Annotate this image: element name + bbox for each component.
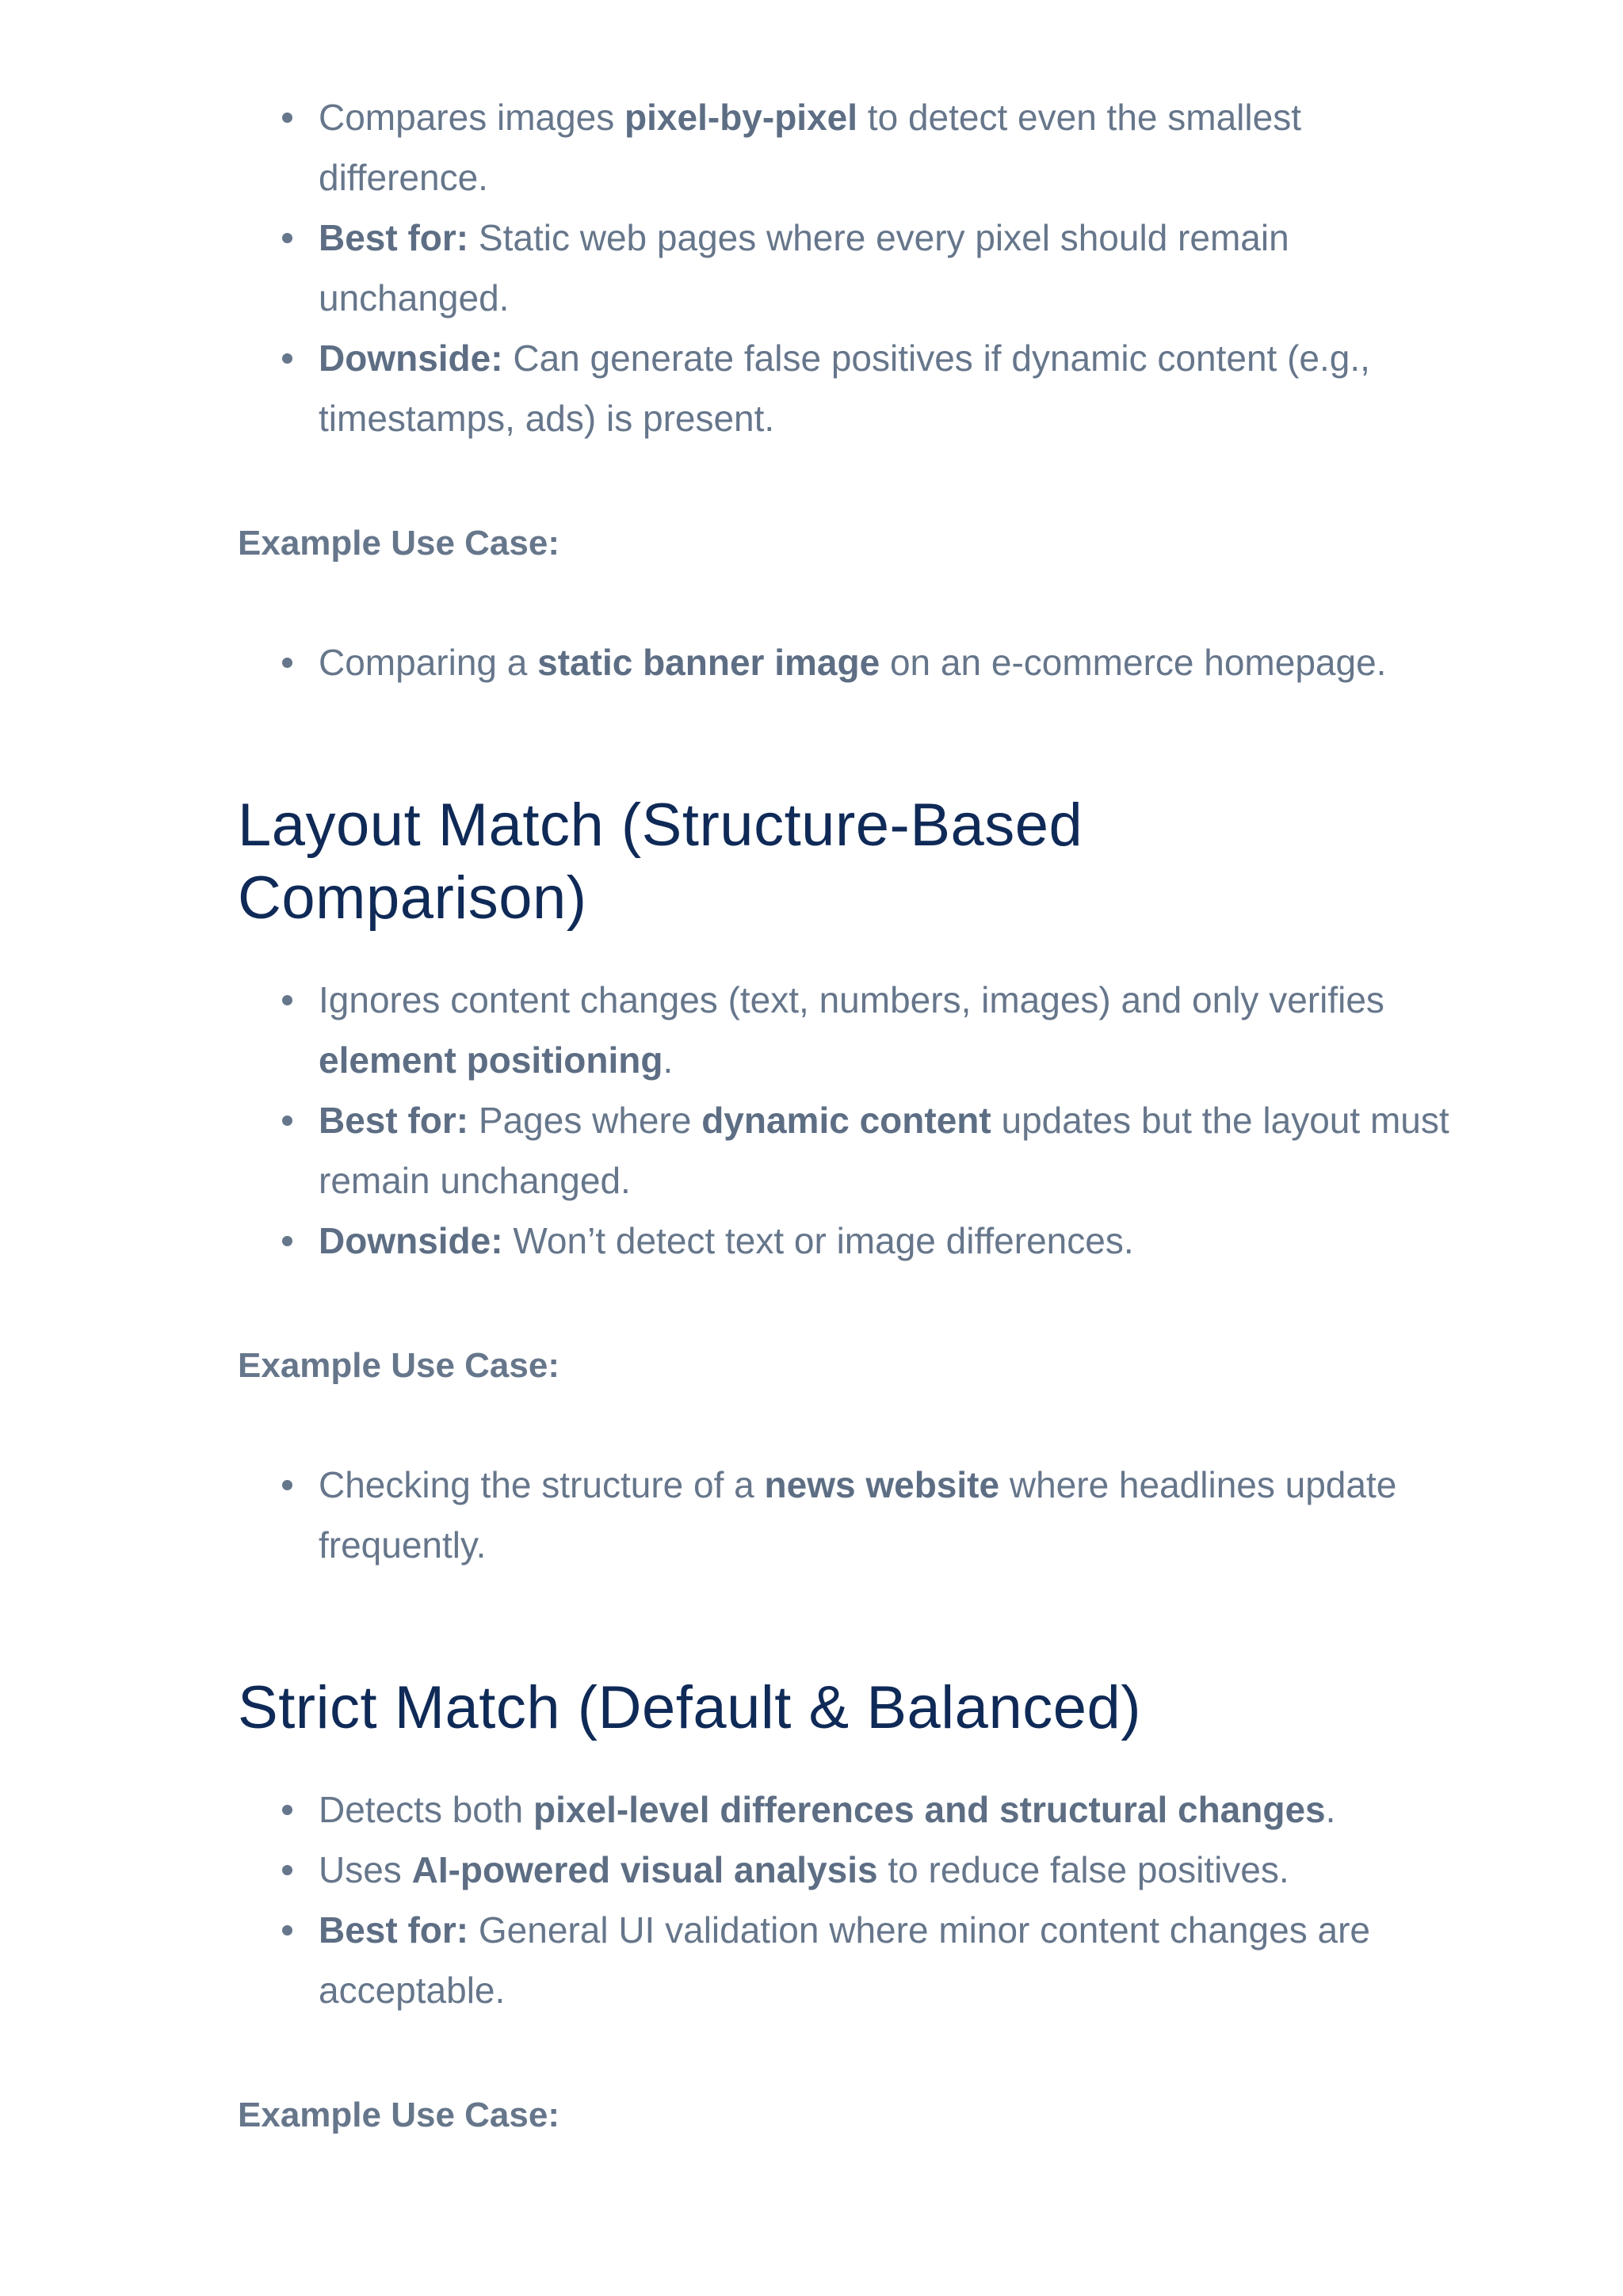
list-item: [319, 970, 1474, 1090]
text: Ignores content changes (text, numbers, images) and only verifies: [319, 979, 1384, 1020]
text: Detects both: [319, 1789, 534, 1830]
section-heading-layout-match: [238, 789, 1474, 935]
document-content: [238, 87, 1474, 2139]
list-item: [319, 1840, 1474, 1900]
bold-text: dynamic content: [701, 1100, 991, 1141]
heading-line: Layout Match (Structure-Based: [238, 791, 1083, 859]
example-use-case-label: Example Use Case:: [238, 2096, 559, 2134]
intro-bullet-list: [238, 87, 1474, 448]
text: Compares images: [319, 97, 625, 138]
example-bullet-list: [238, 1455, 1474, 1575]
list-item: [319, 328, 1474, 448]
text: updates but the layout must remain unchanged.: [319, 1100, 1449, 1201]
bold-text: Best for:: [319, 217, 469, 258]
list-item: [319, 632, 1474, 692]
strict-match-bullet-list: [238, 1779, 1474, 2020]
bold-text: AI-powered visual analysis: [411, 1849, 878, 1890]
example-use-case-label: Example Use Case:: [238, 1346, 559, 1385]
text: .: [663, 1039, 674, 1081]
text: Uses: [319, 1849, 412, 1890]
text: to reduce false positives.: [877, 1849, 1289, 1890]
bold-text: Best for:: [319, 1909, 469, 1951]
bold-text: news website: [764, 1464, 1000, 1505]
list-item: [319, 1455, 1474, 1575]
list-item: [319, 87, 1474, 208]
text: Won’t detect text or image differences.: [502, 1220, 1134, 1261]
list-item: [319, 1900, 1474, 2020]
example-bullet-list: [238, 632, 1474, 692]
text: Static web pages where every pixel should remain unchanged.: [319, 217, 1289, 318]
text: .: [1325, 1789, 1336, 1830]
bold-text: Best for:: [319, 1100, 469, 1141]
list-item: [319, 1090, 1474, 1211]
text: Comparing a: [319, 642, 538, 683]
text: where headlines update frequently.: [319, 1464, 1397, 1566]
heading-line: Comparison): [238, 864, 587, 932]
text: on an e-commerce homepage.: [880, 642, 1387, 683]
bold-text: pixel-by-pixel: [624, 97, 858, 138]
bold-text: static banner image: [537, 642, 880, 683]
list-item: [319, 1211, 1474, 1271]
text: Checking the structure of a: [319, 1464, 765, 1505]
text: General UI validation where minor content changes are acceptable.: [319, 1909, 1370, 2011]
layout-match-bullet-list: [238, 970, 1474, 1271]
text: to detect even the smallest difference.: [319, 97, 1301, 198]
bold-text: Downside:: [319, 1220, 503, 1261]
text: Pages where: [468, 1100, 702, 1141]
bold-text: Downside:: [319, 338, 503, 379]
text: Can generate false positives if dynamic content (e.g., timestamps, ads) is present.: [319, 338, 1370, 439]
list-item: [319, 1779, 1474, 1840]
bold-text: element positioning: [319, 1039, 663, 1081]
list-item: [319, 208, 1474, 328]
example-use-case-label: Example Use Case:: [238, 524, 559, 563]
section-heading-strict-match: Strict Match (Default & Balanced): [238, 1674, 1142, 1741]
bold-text: pixel-level differences and structural changes: [533, 1789, 1326, 1830]
